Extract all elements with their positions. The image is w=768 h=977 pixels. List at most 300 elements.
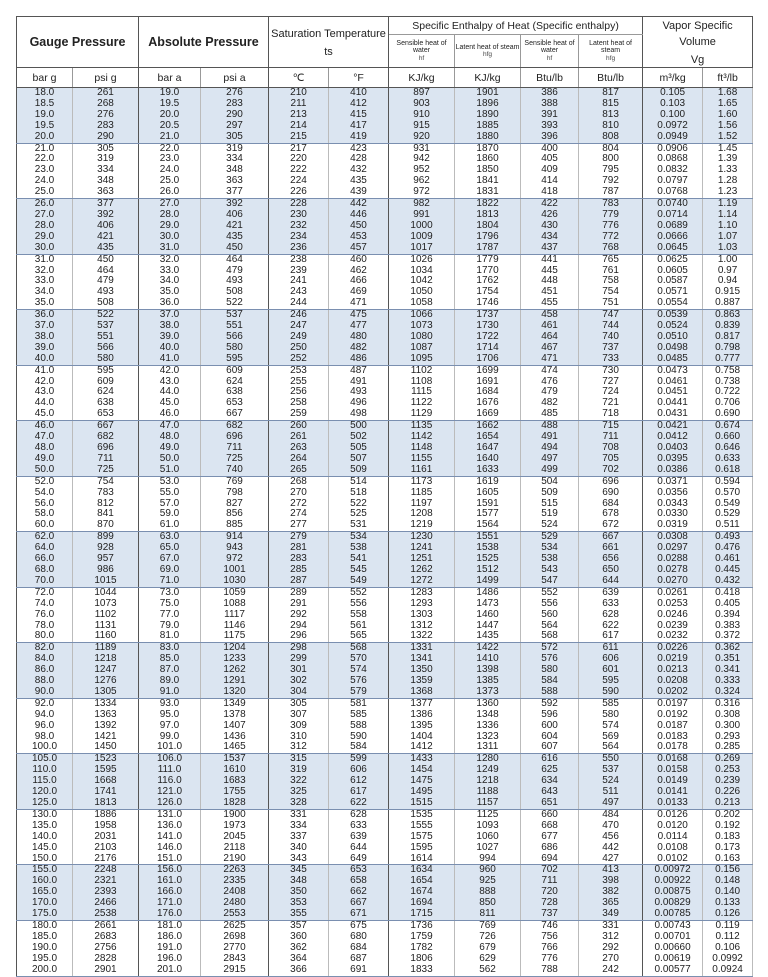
cell-volume-ft3: 1.07 bbox=[703, 232, 753, 243]
cell-temp-c: 353 bbox=[269, 898, 329, 909]
cell-bar-a: 61.0 bbox=[139, 520, 201, 531]
cell-volume-m3: 0.0288 bbox=[643, 554, 703, 565]
cell-latent-btu: 758 bbox=[579, 276, 643, 287]
cell-bar-a: 23.0 bbox=[139, 154, 201, 165]
cell-volume-m3: 0.0183 bbox=[643, 732, 703, 743]
cell-temp-c: 224 bbox=[269, 176, 329, 187]
cell-latent-btu: 795 bbox=[579, 165, 643, 176]
table-row bbox=[17, 398, 753, 409]
cell-volume-m3: 0.00701 bbox=[643, 932, 703, 943]
cell-temp-f: 419 bbox=[329, 132, 389, 143]
latent-heat-kj-symbol: hfg bbox=[483, 51, 493, 58]
table-row bbox=[17, 365, 753, 376]
cell-psi-a: 1828 bbox=[201, 798, 269, 809]
cell-volume-ft3: 0.372 bbox=[703, 631, 753, 642]
cell-temp-f: 552 bbox=[329, 587, 389, 598]
cell-latent-btu: 690 bbox=[579, 488, 643, 499]
cell-psi-g: 1073 bbox=[73, 599, 139, 610]
cell-psi-a: 406 bbox=[201, 210, 269, 221]
cell-psi-g: 508 bbox=[73, 298, 139, 309]
cell-volume-ft3: 0.112 bbox=[703, 932, 753, 943]
cell-sensible-kj: 1155 bbox=[389, 454, 455, 465]
cell-temp-f: 450 bbox=[329, 221, 389, 232]
cell-temp-f: 502 bbox=[329, 432, 389, 443]
cell-psi-a: 522 bbox=[201, 298, 269, 309]
cell-bar-g: 54.0 bbox=[17, 488, 73, 499]
cell-latent-kj: 562 bbox=[455, 965, 521, 976]
cell-latent-kj: 888 bbox=[455, 887, 521, 898]
sensible-heat-kj-symbol: hf bbox=[418, 54, 425, 62]
cell-sensible-kj: 1283 bbox=[389, 587, 455, 598]
cell-sensible-btu: 434 bbox=[521, 232, 579, 243]
cell-sensible-kj: 1715 bbox=[389, 909, 455, 920]
table-row bbox=[17, 920, 753, 931]
cell-sensible-btu: 529 bbox=[521, 532, 579, 543]
cell-latent-kj: 1125 bbox=[455, 809, 521, 820]
unit-bar-g: bar g bbox=[17, 68, 73, 88]
cell-latent-btu: 718 bbox=[579, 409, 643, 420]
table-row bbox=[17, 187, 753, 198]
cell-sensible-kj: 910 bbox=[389, 110, 455, 121]
cell-psi-a: 421 bbox=[201, 221, 269, 232]
cell-sensible-btu: 391 bbox=[521, 110, 579, 121]
cell-temp-c: 239 bbox=[269, 266, 329, 277]
cell-psi-a: 305 bbox=[201, 132, 269, 143]
cell-bar-a: 22.0 bbox=[139, 143, 201, 154]
cell-latent-kj: 1027 bbox=[455, 843, 521, 854]
cell-bar-g: 47.0 bbox=[17, 432, 73, 443]
cell-volume-m3: 0.0554 bbox=[643, 298, 703, 309]
cell-sensible-kj: 1073 bbox=[389, 321, 455, 332]
cell-temp-c: 325 bbox=[269, 787, 329, 798]
cell-bar-a: 93.0 bbox=[139, 698, 201, 709]
latent-heat-btu-symbol: hfg bbox=[606, 54, 616, 62]
cell-volume-m3: 0.0395 bbox=[643, 454, 703, 465]
cell-bar-g: 155.0 bbox=[17, 865, 73, 876]
cell-psi-a: 2625 bbox=[201, 920, 269, 931]
cell-temp-f: 469 bbox=[329, 287, 389, 298]
cell-volume-ft3: 0.660 bbox=[703, 432, 753, 443]
cell-psi-a: 609 bbox=[201, 365, 269, 376]
cell-latent-btu: 456 bbox=[579, 832, 643, 843]
cell-sensible-kj: 1331 bbox=[389, 643, 455, 654]
cell-latent-kj: 1373 bbox=[455, 687, 521, 698]
cell-psi-g: 290 bbox=[73, 132, 139, 143]
cell-bar-g: 18.0 bbox=[17, 88, 73, 99]
cell-psi-g: 493 bbox=[73, 287, 139, 298]
cell-latent-btu: 667 bbox=[579, 532, 643, 543]
cell-sensible-kj: 1142 bbox=[389, 432, 455, 443]
cell-latent-kj: 1647 bbox=[455, 443, 521, 454]
cell-psi-g: 870 bbox=[73, 520, 139, 531]
cell-sensible-kj: 1575 bbox=[389, 832, 455, 843]
cell-bar-g: 56.0 bbox=[17, 499, 73, 510]
cell-bar-g: 41.0 bbox=[17, 365, 73, 376]
cell-bar-a: 131.0 bbox=[139, 809, 201, 820]
cell-volume-ft3: 0.529 bbox=[703, 509, 753, 520]
cell-bar-a: 156.0 bbox=[139, 865, 201, 876]
cell-latent-kj: 1591 bbox=[455, 499, 521, 510]
cell-bar-a: 37.0 bbox=[139, 310, 201, 321]
cell-sensible-btu: 494 bbox=[521, 443, 579, 454]
cell-sensible-btu: 600 bbox=[521, 721, 579, 732]
cell-bar-g: 68.0 bbox=[17, 565, 73, 576]
cell-volume-ft3: 1.68 bbox=[703, 88, 753, 99]
cell-bar-g: 74.0 bbox=[17, 599, 73, 610]
cell-temp-f: 658 bbox=[329, 876, 389, 887]
table-row bbox=[17, 732, 753, 743]
cell-bar-a: 79.0 bbox=[139, 621, 201, 632]
cell-bar-g: 64.0 bbox=[17, 543, 73, 554]
table-row bbox=[17, 876, 753, 887]
cell-sensible-btu: 386 bbox=[521, 88, 579, 99]
cell-psi-a: 493 bbox=[201, 276, 269, 287]
cell-psi-g: 725 bbox=[73, 465, 139, 476]
cell-volume-m3: 0.0524 bbox=[643, 321, 703, 332]
cell-psi-a: 696 bbox=[201, 432, 269, 443]
cell-latent-kj: 1684 bbox=[455, 387, 521, 398]
cell-temp-f: 649 bbox=[329, 854, 389, 865]
cell-sensible-kj: 1595 bbox=[389, 843, 455, 854]
cell-bar-a: 55.0 bbox=[139, 488, 201, 499]
cell-volume-ft3: 1.28 bbox=[703, 176, 753, 187]
cell-temp-c: 364 bbox=[269, 954, 329, 965]
cell-sensible-kj: 1095 bbox=[389, 354, 455, 365]
cell-temp-f: 541 bbox=[329, 554, 389, 565]
cell-sensible-btu: 720 bbox=[521, 887, 579, 898]
cell-sensible-kj: 1066 bbox=[389, 310, 455, 321]
cell-psi-g: 841 bbox=[73, 509, 139, 520]
cell-psi-a: 2770 bbox=[201, 943, 269, 954]
unit-volume-m3: m³/kg bbox=[643, 68, 703, 88]
cell-bar-a: 73.0 bbox=[139, 587, 201, 598]
table-row bbox=[17, 721, 753, 732]
cell-bar-a: 41.0 bbox=[139, 354, 201, 365]
cell-temp-c: 232 bbox=[269, 221, 329, 232]
cell-latent-btu: 804 bbox=[579, 143, 643, 154]
cell-sensible-btu: 409 bbox=[521, 165, 579, 176]
cell-psi-g: 435 bbox=[73, 243, 139, 254]
cell-psi-g: 2538 bbox=[73, 909, 139, 920]
cell-sensible-btu: 694 bbox=[521, 854, 579, 865]
cell-psi-g: 1305 bbox=[73, 687, 139, 698]
cell-bar-g: 46.0 bbox=[17, 421, 73, 432]
table-row bbox=[17, 643, 753, 654]
cell-latent-btu: 761 bbox=[579, 266, 643, 277]
cell-temp-f: 579 bbox=[329, 687, 389, 698]
cell-volume-m3: 0.00619 bbox=[643, 954, 703, 965]
cell-latent-btu: 365 bbox=[579, 898, 643, 909]
cell-latent-btu: 242 bbox=[579, 965, 643, 976]
latent-heat-btu-label: Latent heat of steam bbox=[589, 39, 632, 55]
table-row bbox=[17, 909, 753, 920]
cell-bar-g: 34.0 bbox=[17, 287, 73, 298]
table-row bbox=[17, 798, 753, 809]
cell-latent-btu: 810 bbox=[579, 121, 643, 132]
cell-bar-g: 130.0 bbox=[17, 809, 73, 820]
cell-volume-ft3: 0.706 bbox=[703, 398, 753, 409]
cell-sensible-kj: 1654 bbox=[389, 876, 455, 887]
cell-sensible-kj: 1251 bbox=[389, 554, 455, 565]
cell-volume-ft3: 0.418 bbox=[703, 587, 753, 598]
cell-psi-g: 2031 bbox=[73, 832, 139, 843]
cell-psi-a: 914 bbox=[201, 532, 269, 543]
cell-latent-kj: 1722 bbox=[455, 332, 521, 343]
cell-sensible-btu: 560 bbox=[521, 610, 579, 621]
cell-latent-btu: 678 bbox=[579, 509, 643, 520]
cell-bar-a: 166.0 bbox=[139, 887, 201, 898]
cell-volume-m3: 0.100 bbox=[643, 110, 703, 121]
cell-latent-kj: 1577 bbox=[455, 509, 521, 520]
cell-psi-g: 928 bbox=[73, 543, 139, 554]
table-row bbox=[17, 943, 753, 954]
cell-temp-f: 509 bbox=[329, 465, 389, 476]
cell-sensible-btu: 728 bbox=[521, 898, 579, 909]
cell-temp-c: 350 bbox=[269, 887, 329, 898]
cell-psi-a: 2408 bbox=[201, 887, 269, 898]
table-row bbox=[17, 898, 753, 909]
gauge-pressure-header: Gauge Pressure bbox=[17, 17, 139, 68]
cell-volume-m3: 0.0714 bbox=[643, 210, 703, 221]
cell-bar-a: 65.0 bbox=[139, 543, 201, 554]
cell-bar-a: 48.0 bbox=[139, 432, 201, 443]
cell-psi-a: 2335 bbox=[201, 876, 269, 887]
cell-latent-kj: 1486 bbox=[455, 587, 521, 598]
cell-latent-btu: 442 bbox=[579, 843, 643, 854]
cell-temp-c: 211 bbox=[269, 99, 329, 110]
cell-psi-a: 667 bbox=[201, 409, 269, 420]
cell-volume-ft3: 0.394 bbox=[703, 610, 753, 621]
cell-volume-m3: 0.0297 bbox=[643, 543, 703, 554]
cell-bar-g: 31.0 bbox=[17, 254, 73, 265]
cell-bar-g: 180.0 bbox=[17, 920, 73, 931]
cell-bar-g: 110.0 bbox=[17, 765, 73, 776]
cell-temp-c: 215 bbox=[269, 132, 329, 143]
cell-volume-ft3: 0.476 bbox=[703, 543, 753, 554]
cell-latent-btu: 550 bbox=[579, 754, 643, 765]
table-row bbox=[17, 454, 753, 465]
cell-sensible-kj: 1475 bbox=[389, 776, 455, 787]
cell-latent-kj: 1460 bbox=[455, 610, 521, 621]
cell-sensible-kj: 1322 bbox=[389, 631, 455, 642]
cell-bar-a: 32.0 bbox=[139, 254, 201, 265]
cell-psi-g: 2248 bbox=[73, 865, 139, 876]
cell-volume-ft3: 0.126 bbox=[703, 909, 753, 920]
cell-latent-btu: 787 bbox=[579, 187, 643, 198]
cell-latent-kj: 1473 bbox=[455, 599, 521, 610]
cell-volume-m3: 0.0120 bbox=[643, 821, 703, 832]
cell-psi-a: 2698 bbox=[201, 932, 269, 943]
cell-volume-m3: 0.00660 bbox=[643, 943, 703, 954]
table-row bbox=[17, 832, 753, 843]
cell-temp-c: 249 bbox=[269, 332, 329, 343]
table-row bbox=[17, 742, 753, 753]
cell-temp-f: 486 bbox=[329, 354, 389, 365]
cell-sensible-kj: 1197 bbox=[389, 499, 455, 510]
cell-psi-a: 1436 bbox=[201, 732, 269, 743]
cell-latent-btu: 413 bbox=[579, 865, 643, 876]
table-row bbox=[17, 276, 753, 287]
cell-latent-kj: 1850 bbox=[455, 165, 521, 176]
cell-sensible-kj: 1262 bbox=[389, 565, 455, 576]
cell-sensible-btu: 547 bbox=[521, 576, 579, 587]
cell-volume-m3: 0.0253 bbox=[643, 599, 703, 610]
cell-latent-btu: 817 bbox=[579, 88, 643, 99]
cell-psi-g: 1218 bbox=[73, 654, 139, 665]
specific-enthalpy-header bbox=[389, 17, 643, 35]
cell-temp-f: 680 bbox=[329, 932, 389, 943]
cell-volume-ft3: 0.549 bbox=[703, 499, 753, 510]
cell-bar-a: 19.5 bbox=[139, 99, 201, 110]
cell-volume-m3: 0.0485 bbox=[643, 354, 703, 365]
table-row bbox=[17, 576, 753, 587]
cell-latent-btu: 497 bbox=[579, 798, 643, 809]
cell-volume-ft3: 0.511 bbox=[703, 520, 753, 531]
cell-latent-kj: 1605 bbox=[455, 488, 521, 499]
cell-psi-g: 261 bbox=[73, 88, 139, 99]
cell-temp-f: 435 bbox=[329, 176, 389, 187]
cell-psi-g: 696 bbox=[73, 443, 139, 454]
cell-volume-m3: 0.0114 bbox=[643, 832, 703, 843]
cell-volume-ft3: 0.94 bbox=[703, 276, 753, 287]
cell-bar-a: 21.0 bbox=[139, 132, 201, 143]
cell-temp-f: 522 bbox=[329, 499, 389, 510]
table-body bbox=[17, 88, 753, 977]
cell-bar-g: 98.0 bbox=[17, 732, 73, 743]
cell-temp-f: 628 bbox=[329, 809, 389, 820]
cell-sensible-kj: 982 bbox=[389, 199, 455, 210]
cell-sensible-kj: 972 bbox=[389, 187, 455, 198]
cell-temp-f: 466 bbox=[329, 276, 389, 287]
cell-latent-btu: 765 bbox=[579, 254, 643, 265]
cell-sensible-kj: 1341 bbox=[389, 654, 455, 665]
cell-latent-btu: 484 bbox=[579, 809, 643, 820]
cell-sensible-kj: 915 bbox=[389, 121, 455, 132]
cell-bar-a: 87.0 bbox=[139, 665, 201, 676]
cell-sensible-kj: 1161 bbox=[389, 465, 455, 476]
cell-sensible-btu: 538 bbox=[521, 554, 579, 565]
cell-temp-f: 568 bbox=[329, 643, 389, 654]
cell-sensible-kj: 1102 bbox=[389, 365, 455, 376]
cell-latent-kj: 1435 bbox=[455, 631, 521, 642]
cell-sensible-btu: 437 bbox=[521, 243, 579, 254]
cell-bar-a: 46.0 bbox=[139, 409, 201, 420]
cell-temp-f: 574 bbox=[329, 665, 389, 676]
cell-psi-g: 406 bbox=[73, 221, 139, 232]
cell-volume-ft3: 0.269 bbox=[703, 754, 753, 765]
cell-temp-f: 687 bbox=[329, 954, 389, 965]
cell-latent-kj: 960 bbox=[455, 865, 521, 876]
cell-volume-m3: 0.105 bbox=[643, 88, 703, 99]
cell-psi-g: 1421 bbox=[73, 732, 139, 743]
cell-bar-g: 18.5 bbox=[17, 99, 73, 110]
cell-temp-f: 549 bbox=[329, 576, 389, 587]
cell-sensible-kj: 1129 bbox=[389, 409, 455, 420]
cell-sensible-btu: 515 bbox=[521, 499, 579, 510]
cell-bar-a: 136.0 bbox=[139, 821, 201, 832]
cell-temp-f: 428 bbox=[329, 154, 389, 165]
cell-bar-a: 161.0 bbox=[139, 876, 201, 887]
cell-latent-kj: 1796 bbox=[455, 232, 521, 243]
cell-psi-g: 1276 bbox=[73, 676, 139, 687]
cell-psi-a: 2480 bbox=[201, 898, 269, 909]
cell-psi-g: 711 bbox=[73, 454, 139, 465]
cell-volume-m3: 0.0239 bbox=[643, 621, 703, 632]
cell-bar-g: 35.0 bbox=[17, 298, 73, 309]
cell-volume-m3: 0.0386 bbox=[643, 465, 703, 476]
cell-bar-g: 45.0 bbox=[17, 409, 73, 420]
cell-volume-ft3: 0.887 bbox=[703, 298, 753, 309]
cell-volume-m3: 0.0343 bbox=[643, 499, 703, 510]
cell-latent-btu: 617 bbox=[579, 631, 643, 642]
cell-bar-g: 44.0 bbox=[17, 398, 73, 409]
sensible-heat-kj-label: Sensible heat of water bbox=[396, 39, 447, 55]
cell-sensible-kj: 1050 bbox=[389, 287, 455, 298]
cell-bar-g: 70.0 bbox=[17, 576, 73, 587]
cell-temp-f: 570 bbox=[329, 654, 389, 665]
cell-bar-a: 34.0 bbox=[139, 276, 201, 287]
cell-psi-g: 283 bbox=[73, 121, 139, 132]
cell-latent-btu: 633 bbox=[579, 599, 643, 610]
cell-bar-a: 19.0 bbox=[139, 88, 201, 99]
cell-bar-a: 31.0 bbox=[139, 243, 201, 254]
cell-volume-ft3: 0.341 bbox=[703, 665, 753, 676]
cell-latent-btu: 470 bbox=[579, 821, 643, 832]
cell-volume-ft3: 0.461 bbox=[703, 554, 753, 565]
cell-bar-a: 38.0 bbox=[139, 321, 201, 332]
cell-temp-f: 585 bbox=[329, 710, 389, 721]
cell-psi-a: 1175 bbox=[201, 631, 269, 642]
cell-bar-a: 171.0 bbox=[139, 898, 201, 909]
cell-psi-g: 667 bbox=[73, 421, 139, 432]
cell-temp-c: 315 bbox=[269, 754, 329, 765]
cell-sensible-btu: 441 bbox=[521, 254, 579, 265]
table-row bbox=[17, 954, 753, 965]
cell-latent-kj: 1422 bbox=[455, 643, 521, 654]
cell-volume-m3: 0.00972 bbox=[643, 865, 703, 876]
cell-bar-a: 51.0 bbox=[139, 465, 201, 476]
cell-sensible-btu: 552 bbox=[521, 587, 579, 598]
cell-temp-c: 302 bbox=[269, 676, 329, 687]
cell-temp-f: 653 bbox=[329, 865, 389, 876]
cell-latent-btu: 772 bbox=[579, 232, 643, 243]
cell-psi-g: 1102 bbox=[73, 610, 139, 621]
cell-psi-g: 334 bbox=[73, 165, 139, 176]
cell-sensible-btu: 588 bbox=[521, 687, 579, 698]
cell-bar-g: 43.0 bbox=[17, 387, 73, 398]
cell-temp-c: 355 bbox=[269, 909, 329, 920]
cell-volume-ft3: 0.202 bbox=[703, 809, 753, 820]
cell-sensible-kj: 1350 bbox=[389, 665, 455, 676]
cell-volume-m3: 0.0431 bbox=[643, 409, 703, 420]
cell-volume-m3: 0.0213 bbox=[643, 665, 703, 676]
cell-sensible-btu: 422 bbox=[521, 199, 579, 210]
cell-sensible-kj: 1058 bbox=[389, 298, 455, 309]
cell-temp-c: 301 bbox=[269, 665, 329, 676]
cell-latent-kj: 1860 bbox=[455, 154, 521, 165]
cell-latent-kj: 1311 bbox=[455, 742, 521, 753]
cell-temp-f: 556 bbox=[329, 599, 389, 610]
cell-bar-g: 66.0 bbox=[17, 554, 73, 565]
cell-latent-kj: 1093 bbox=[455, 821, 521, 832]
cell-latent-kj: 1890 bbox=[455, 110, 521, 121]
cell-volume-m3: 0.0403 bbox=[643, 443, 703, 454]
table-row bbox=[17, 554, 753, 565]
cell-bar-a: 95.0 bbox=[139, 710, 201, 721]
cell-temp-f: 475 bbox=[329, 310, 389, 321]
cell-temp-c: 334 bbox=[269, 821, 329, 832]
cell-sensible-btu: 418 bbox=[521, 187, 579, 198]
